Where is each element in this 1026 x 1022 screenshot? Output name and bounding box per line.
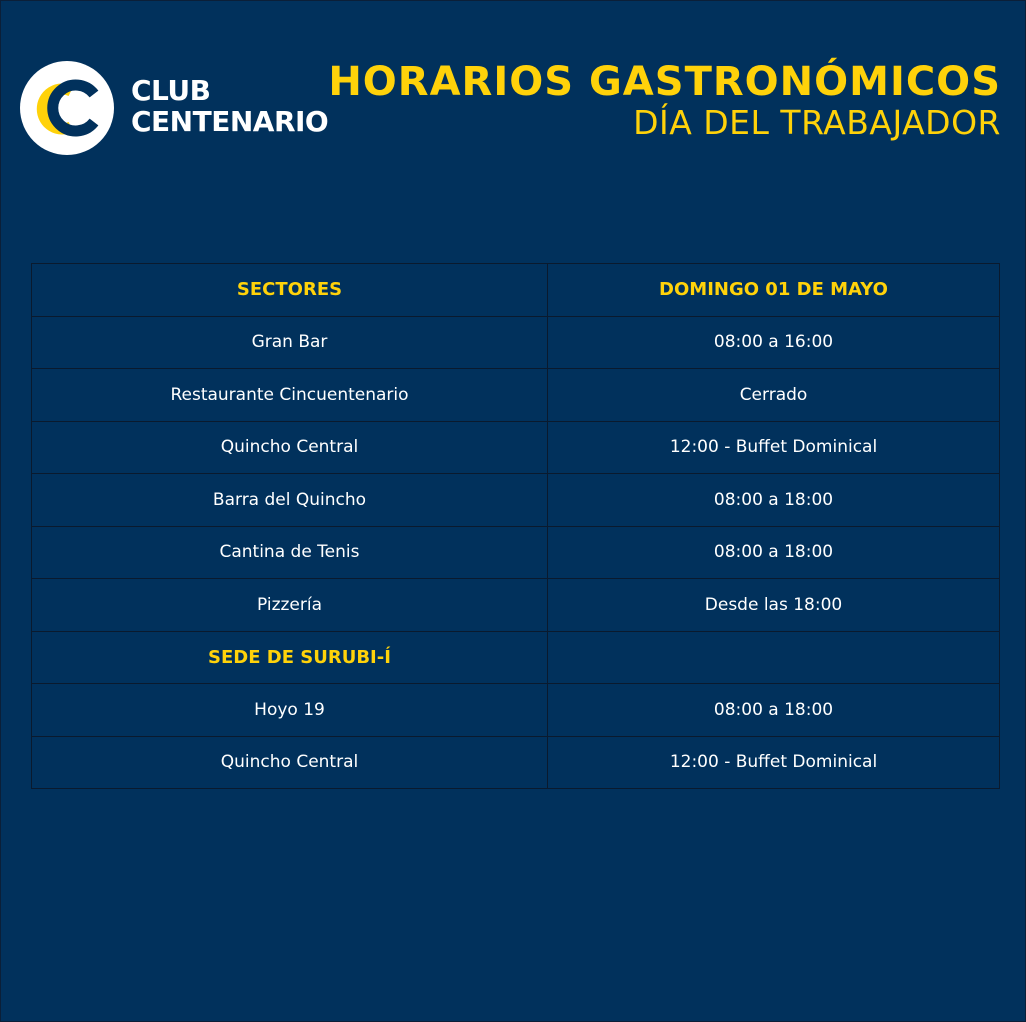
table-row [32, 316, 1000, 369]
hours-cell: 08:00 a 16:00 [548, 316, 1000, 369]
poster-title [328, 59, 1001, 141]
table-row [32, 369, 1000, 422]
table-row [32, 474, 1000, 527]
hours-cell: Desde las 18:00 [548, 579, 1000, 632]
schedule-table [31, 263, 1000, 789]
title-subtitle: DÍA DEL TRABAJADOR [633, 103, 1001, 142]
club-name-line1: CLUB [131, 74, 211, 107]
hours-cell: 08:00 a 18:00 [548, 684, 1000, 737]
sector-cell: Pizzería [32, 579, 548, 632]
hours-cell: 12:00 - Buffet Dominical [548, 736, 1000, 789]
section-label-surubi: SEDE DE SURUBI-Í [32, 631, 548, 684]
table-row [32, 579, 1000, 632]
table-header-row [32, 264, 1000, 317]
sector-cell: Cantina de Tenis [32, 526, 548, 579]
column-header-sectors: SECTORES [32, 264, 548, 317]
club-logo [19, 61, 339, 155]
sector-cell: Quincho Central [32, 736, 548, 789]
section-row [32, 631, 1000, 684]
hours-cell: 12:00 - Buffet Dominical [548, 421, 1000, 474]
club-name-line2: CENTENARIO [131, 105, 329, 138]
table-row [32, 526, 1000, 579]
table-row [32, 736, 1000, 789]
table-row [32, 684, 1000, 737]
sector-cell: Quincho Central [32, 421, 548, 474]
club-name [131, 74, 329, 138]
hours-cell: 08:00 a 18:00 [548, 526, 1000, 579]
sector-cell: Restaurante Cincuentenario [32, 369, 548, 422]
cc-logo-icon [19, 61, 115, 155]
sector-cell: Hoyo 19 [32, 684, 548, 737]
sector-cell: Gran Bar [32, 316, 548, 369]
hours-cell: 08:00 a 18:00 [548, 474, 1000, 527]
title-main: HORARIOS GASTRONÓMICOS [328, 59, 1001, 105]
empty-cell [548, 631, 1000, 684]
hours-cell: Cerrado [548, 369, 1000, 422]
table-row [32, 421, 1000, 474]
column-header-date: DOMINGO 01 DE MAYO [548, 264, 1000, 317]
sector-cell: Barra del Quincho [32, 474, 548, 527]
